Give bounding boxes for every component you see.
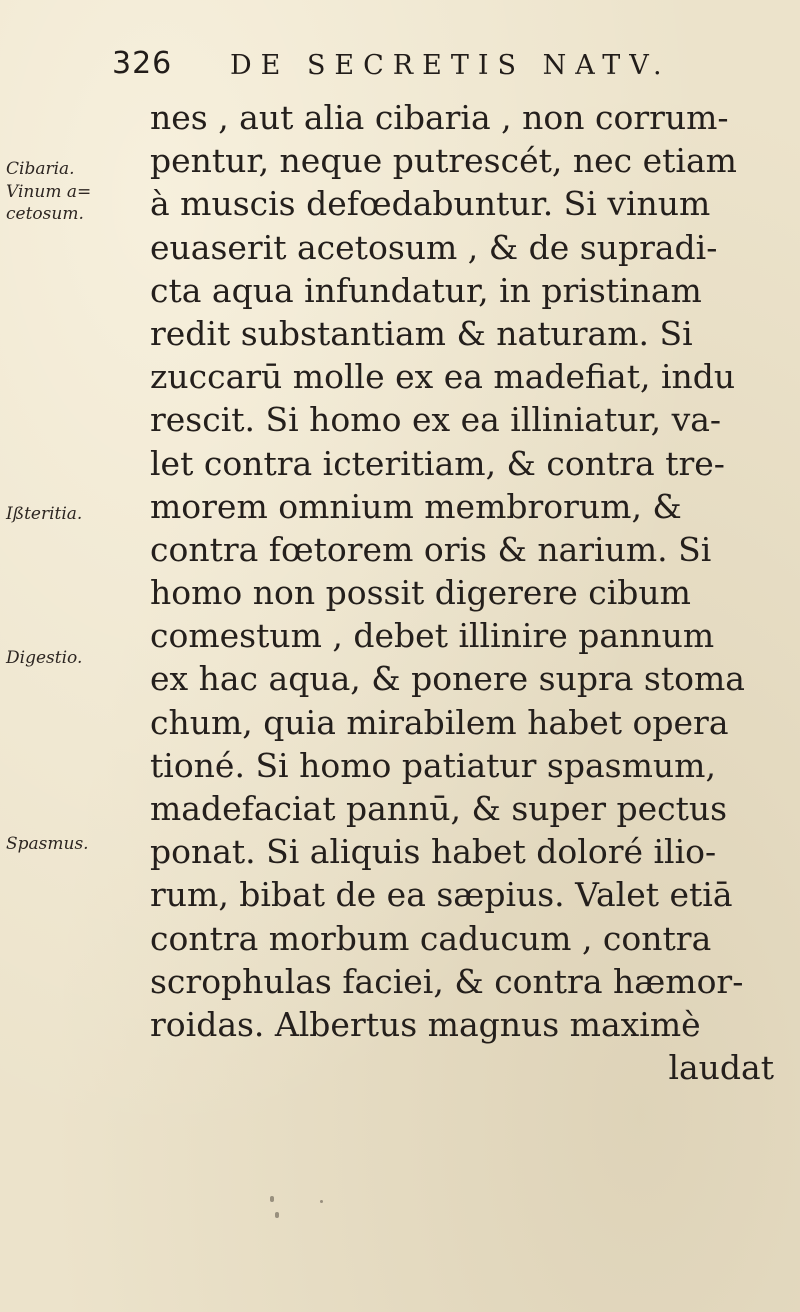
- text-line: ex hac aqua, & ponere supra stoma: [150, 659, 745, 699]
- text-line: rescit. Si homo ex ea illiniatur, va-: [150, 400, 722, 440]
- margin-note-icteritia: Ißteritia.: [6, 504, 83, 524]
- text-line: let contra icteritiam, & contra tre-: [150, 443, 725, 483]
- page-header: [112, 46, 732, 90]
- text-line: contra fœtorem oris & narium. Si: [150, 529, 712, 569]
- margin-note-vinum-line-1: Vinum a=: [6, 182, 92, 202]
- text-line: morem omnium membrorum, &: [150, 486, 682, 526]
- margin-note-digestio: Digestio.: [6, 648, 83, 668]
- text-line: madefaciat pannū, & super pectus: [150, 789, 728, 828]
- text-line: homo non possit digerere cibum: [150, 573, 691, 613]
- text-line: tioné. Si homo patiatur spasmum,: [150, 745, 716, 785]
- ink-speck: [275, 1212, 279, 1218]
- text-line: cta aqua infundatur, in pristinam: [150, 270, 702, 310]
- text-line: comestum , debet illinire pannum: [150, 616, 715, 656]
- text-line: scrophulas faciei, & contra hæmor-: [150, 961, 744, 1001]
- main-text: [150, 96, 790, 1089]
- page-number: 326: [112, 46, 173, 81]
- text-line: euaserit acetosum , & de supradi-: [150, 227, 718, 267]
- text-line: contra morbum caducum , contra: [150, 918, 712, 958]
- margin-note-cibaria: Cibaria.: [6, 159, 75, 179]
- running-title: DE SECRETIS NATV.: [230, 50, 671, 81]
- text-line: roidas. Albertus magnus maximè: [150, 1004, 701, 1044]
- catchword: laudat: [668, 1048, 774, 1088]
- text-line: pentur, neque putrescét, nec etiam: [150, 141, 737, 181]
- text-line: ponat. Si aliquis habet doloré ilio-: [150, 832, 717, 872]
- margin-note-vinum: [6, 181, 144, 225]
- ink-speck: [270, 1196, 274, 1202]
- text-line: rum, bibat de ea sæpius. Valet etiā: [150, 875, 733, 915]
- margin-note-spasmus: Spasmus.: [6, 834, 89, 854]
- text-line: redit substantiam & naturam. Si: [150, 313, 693, 353]
- text-line: nes , aut alia cibaria , non corrum-: [150, 98, 729, 137]
- text-line: à muscis defœdabuntur. Si vinum: [150, 184, 711, 224]
- text-line: zuccarū molle ex ea madefiat, indu: [150, 357, 736, 397]
- ink-speck: [320, 1200, 323, 1203]
- text-line: chum, quia mirabilem habet opera: [150, 702, 729, 742]
- margin-note-vinum-line-2: cetosum.: [6, 204, 84, 224]
